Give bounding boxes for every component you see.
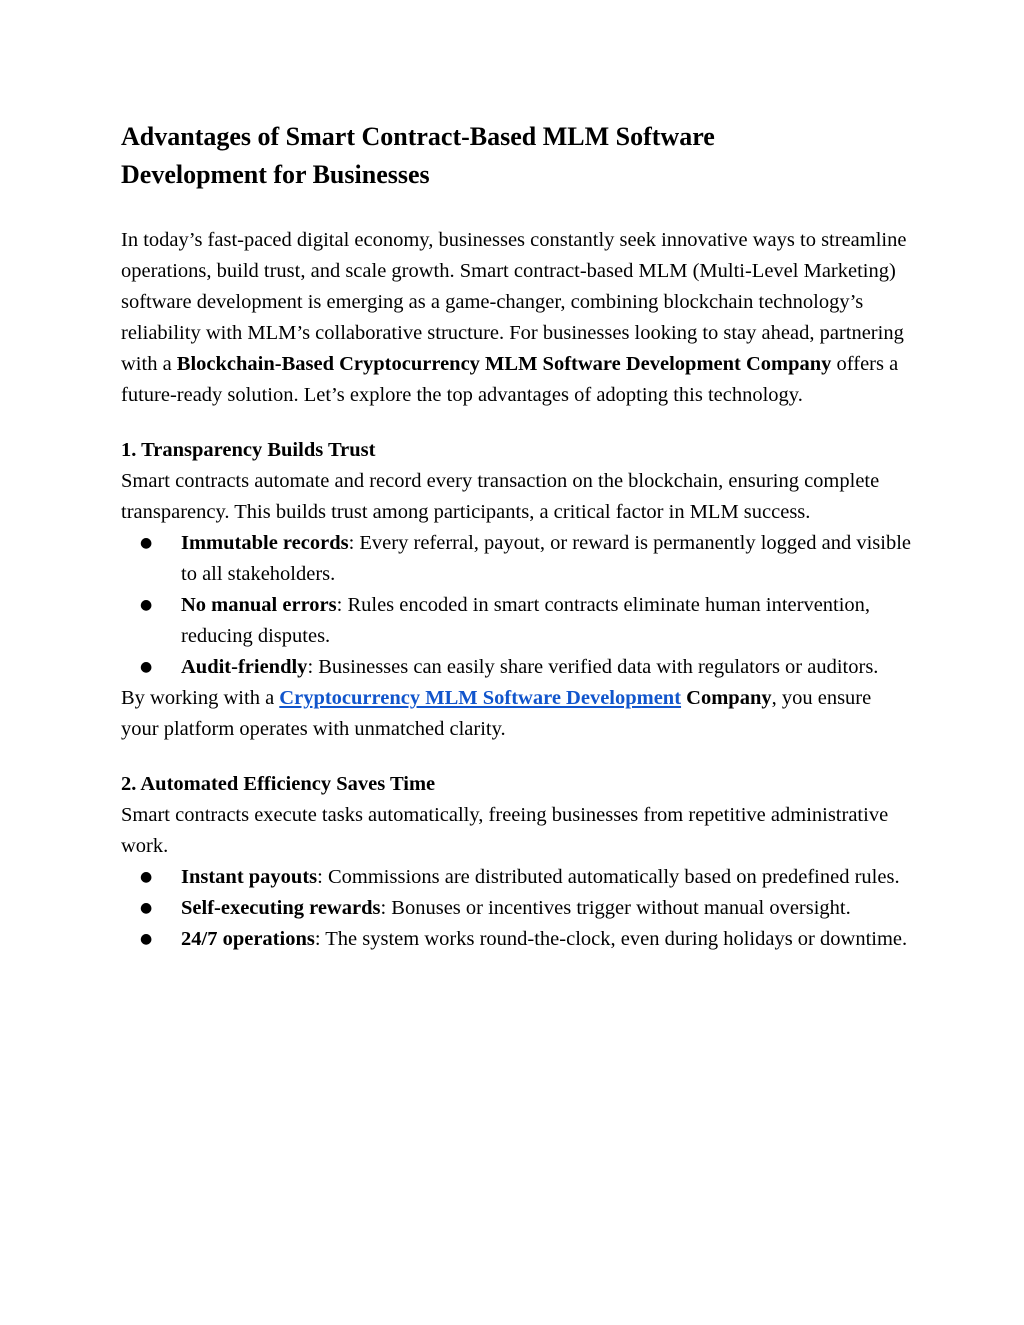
section2-body: Smart contracts execute tasks automatically, freeing businesses from repetitive administrative work.: [121, 804, 889, 857]
section1-bullet-list: [121, 528, 911, 683]
list-item-term: Instant payouts: [181, 866, 318, 888]
list-item-desc: : Rules encoded in smart contracts eliminate human intervention, reducing disputes.: [181, 594, 871, 647]
list-item-term: 24/7 operations: [181, 928, 315, 950]
bullet-icon: ●: [140, 597, 153, 613]
crypto-mlm-link[interactable]: Cryptocurrency MLM Software Development: [279, 687, 682, 709]
bullet-icon: ●: [140, 900, 153, 916]
section1-closing: [121, 683, 911, 745]
list-item-desc: : Commissions are distributed automatically based on predefined rules.: [317, 866, 900, 888]
list-item-term: Self-executing rewards: [181, 897, 381, 919]
closing-bold-company: Company: [686, 687, 772, 709]
list-item: [121, 924, 911, 955]
document-page: [121, 118, 911, 955]
intro-text-end: offers a future-ready solution. Let’s explore the top advantages of adopting this technology.: [121, 353, 899, 406]
list-item-term: Audit-friendly: [181, 656, 308, 678]
list-item-desc: : Every referral, payout, or reward is permanently logged and visible to all stakeholders.: [181, 532, 912, 585]
document-title: Advantages of Smart Contract-Based MLM Software Development for Businesses: [121, 122, 715, 189]
section2-bullet-list: [121, 862, 911, 955]
list-item: [121, 590, 911, 652]
bullet-icon: ●: [140, 869, 153, 885]
list-item-term: Immutable records: [181, 532, 349, 554]
intro-text: In today’s fast-paced digital economy, businesses constantly seek innovative ways to streamline operations, build trust, and scale growth. Smart contract-based MLM (Multi-Level Marketing) software development is emerging as a game-changer, combining blockchain technology’s reliability with MLM’s collaborative structure. For businesses looking to stay ahead, partnering with a: [121, 229, 907, 375]
list-item-term: No manual errors: [181, 594, 337, 616]
list-item: [121, 893, 911, 924]
list-item-desc: : The system works round-the-clock, even during holidays or downtime.: [314, 928, 908, 950]
closing-text: By working with a: [121, 687, 280, 709]
list-item: [121, 528, 911, 590]
bullet-icon: ●: [140, 931, 153, 947]
section-heading-efficiency: 2. Automated Efficiency Saves Time: [121, 773, 436, 795]
intro-paragraph: [121, 225, 911, 411]
section1-body: Smart contracts automate and record every transaction on the blockchain, ensuring complete transparency. This builds trust among participants, a critical factor in MLM success.: [121, 470, 880, 523]
bullet-icon: ●: [140, 659, 153, 675]
list-item: [121, 652, 911, 683]
closing-text-end: , you ensure your platform operates with unmatched clarity.: [121, 687, 872, 740]
intro-bold-company: Blockchain-Based Cryptocurrency MLM Software Development Company: [176, 353, 832, 375]
section-heading-transparency: 1. Transparency Builds Trust: [121, 439, 376, 461]
list-item: [121, 862, 911, 893]
bullet-icon: ●: [140, 535, 153, 551]
list-item-desc: : Bonuses or incentives trigger without manual oversight.: [380, 897, 851, 919]
list-item-desc: : Businesses can easily share verified data with regulators or auditors.: [307, 656, 879, 678]
